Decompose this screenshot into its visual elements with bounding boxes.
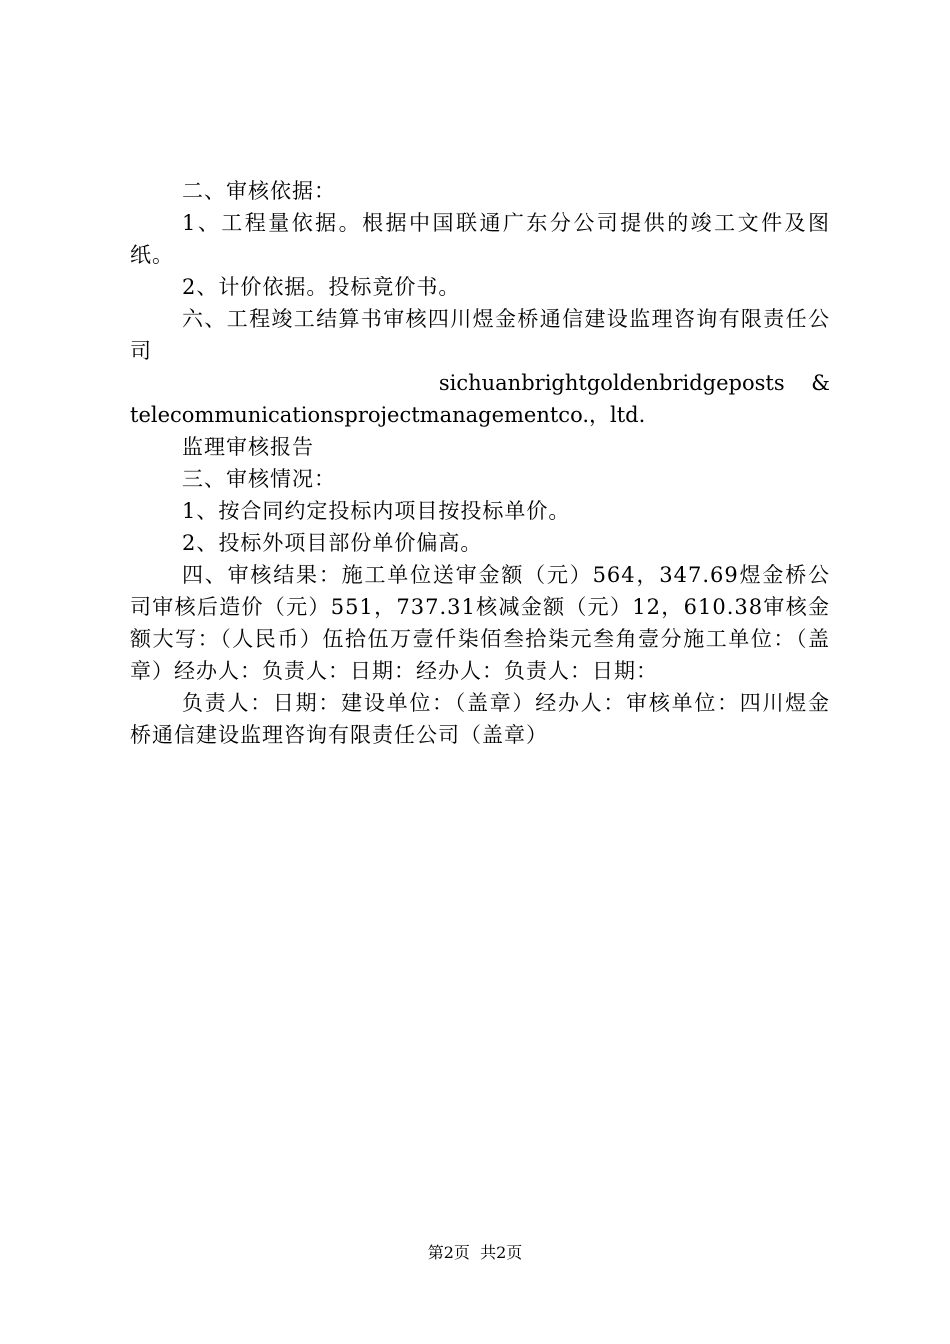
page-number: 第2页 共2页: [427, 1243, 523, 1262]
document-body: [130, 175, 830, 751]
company-english-name: [130, 367, 830, 431]
section-heading-audit-status: 三、审核情况：: [182, 467, 336, 491]
section-audit-result: 四、审核结果：施工单位送审金额（元）564，347.69煜金桥公司审核后造价（元）551，737.31核减金额（元）12，610.38审核金额大写：（人民币）伍拾伍万壹仟柒佰叁拾柒元叁角壹分施工单位：（盖章）经办人：负责人：日期：经办人：负责人：日期：: [130, 563, 830, 683]
paragraph-quantity-basis: 1、工程量依据。根据中国联通广东分公司提供的竣工文件及图纸。: [130, 211, 830, 267]
paragraph-bid-items: 1、按合同约定投标内项目按投标单价。: [182, 499, 571, 523]
paragraph-pricing-basis: 2、计价依据。投标竟价书。: [182, 275, 461, 299]
company-english-name-line1: sichuanbrightgoldenbridgeposts &: [438, 371, 830, 395]
page-footer: [0, 1243, 950, 1263]
company-english-name-line2: telecommunicationsprojectmanagementco.，ltd.: [130, 403, 646, 427]
paragraph-extra-items: 2、投标外项目部份单价偏高。: [182, 531, 483, 555]
paragraph-signatures: 负责人：日期：建设单位：（盖章）经办人：审核单位：四川煜金桥通信建设监理咨询有限责任公司（盖章）: [130, 691, 830, 747]
section-heading-audit-basis: 二、审核依据：: [182, 179, 336, 203]
report-title: 监理审核报告: [182, 435, 314, 459]
section-heading-settlement-audit: 六、工程竣工结算书审核四川煜金桥通信建设监理咨询有限责任公司: [130, 307, 830, 363]
